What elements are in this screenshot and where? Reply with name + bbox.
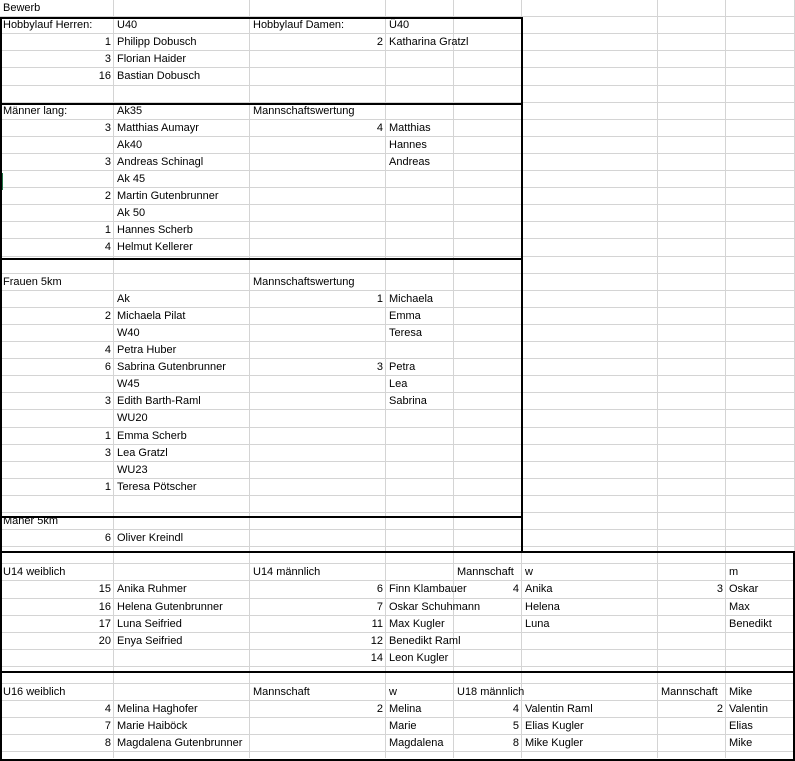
cell[interactable]: Ak 45 — [117, 173, 146, 185]
cell[interactable]: Valentin Raml — [525, 703, 593, 715]
cell[interactable]: 3 — [376, 361, 383, 373]
cell[interactable]: 1 — [376, 293, 383, 305]
cell[interactable]: 6 — [104, 532, 111, 544]
cell[interactable]: Männer lang: — [3, 105, 68, 117]
cell[interactable]: Sabrina — [389, 395, 427, 407]
cell[interactable]: Helmut Kellerer — [117, 241, 193, 253]
cell[interactable]: w — [525, 566, 533, 578]
cell[interactable]: 3 — [104, 156, 111, 168]
cell[interactable]: m — [729, 566, 739, 578]
cell[interactable]: 2 — [376, 703, 383, 715]
cell[interactable]: Mike Kugler — [525, 737, 584, 749]
cell[interactable]: Matthias — [389, 122, 431, 134]
cell[interactable]: Philipp Dobusch — [117, 36, 197, 48]
cell[interactable]: 16 — [98, 601, 111, 613]
cell[interactable]: Bastian Dobusch — [117, 70, 201, 82]
cell[interactable]: Elias Kugler — [525, 720, 584, 732]
cell[interactable]: Anika Ruhmer — [117, 583, 187, 595]
cell[interactable]: 12 — [370, 635, 383, 647]
cell[interactable]: 6 — [104, 361, 111, 373]
cell[interactable]: Max Kugler — [389, 618, 445, 630]
cell[interactable]: 1 — [104, 36, 111, 48]
cell[interactable]: 3 — [104, 122, 111, 134]
cell[interactable]: Oskar — [729, 583, 759, 595]
cell[interactable]: Ak40 — [117, 139, 143, 151]
cell[interactable]: Michaela — [389, 293, 434, 305]
cell[interactable]: Florian Haider — [117, 53, 187, 65]
cell[interactable]: 1 — [104, 430, 111, 442]
cell[interactable]: 11 — [371, 618, 383, 630]
cell[interactable]: Matthias Aumayr — [117, 122, 199, 134]
cell[interactable]: Luna — [525, 618, 550, 630]
cell[interactable]: Melina Haghofer — [117, 703, 198, 715]
cell[interactable]: Marie — [389, 720, 417, 732]
cell[interactable]: Benedikt — [729, 618, 772, 630]
cell[interactable]: w — [389, 686, 397, 698]
cell[interactable]: 8 — [512, 737, 519, 749]
cell[interactable]: Ak — [117, 293, 130, 305]
cell[interactable]: Edith Barth-Raml — [117, 395, 201, 407]
cell[interactable]: Helena Gutenbrunner — [117, 601, 223, 613]
cell[interactable]: 16 — [98, 70, 111, 82]
cell[interactable]: 14 — [370, 652, 383, 664]
cell[interactable]: 4 — [512, 583, 519, 595]
cell[interactable]: Anika — [525, 583, 553, 595]
cell[interactable]: 5 — [512, 720, 519, 732]
cell[interactable]: 2 — [104, 190, 111, 202]
cell[interactable]: Benedikt Raml — [389, 635, 461, 647]
cell[interactable]: 4 — [376, 122, 383, 134]
cell[interactable]: 4 — [104, 344, 111, 356]
cell[interactable]: WU23 — [117, 464, 148, 476]
cell[interactable]: Andreas — [389, 156, 430, 168]
cell[interactable]: Hobbylauf Damen: — [253, 19, 345, 31]
cell[interactable]: Teresa Pötscher — [117, 481, 197, 493]
cell[interactable]: Helena — [525, 601, 560, 613]
cell[interactable]: Ak 50 — [117, 207, 146, 219]
cell[interactable]: Andreas Schinagl — [117, 156, 204, 168]
cell[interactable]: Hobbylauf Herren: — [3, 19, 93, 31]
cell[interactable]: Petra — [389, 361, 416, 373]
cell[interactable]: Max — [729, 601, 750, 613]
cell[interactable]: Mäner 5km — [3, 515, 59, 527]
cell[interactable]: 4 — [104, 703, 111, 715]
cell[interactable]: Hannes Scherb — [117, 224, 193, 236]
cell[interactable]: Martin Gutenbrunner — [117, 190, 219, 202]
cell[interactable]: Teresa — [389, 327, 423, 339]
cell[interactable]: U14 weiblich — [3, 566, 66, 578]
cell[interactable]: 2 — [716, 703, 723, 715]
cell[interactable]: U14 männlich — [253, 566, 321, 578]
cell[interactable]: Oliver Kreindl — [117, 532, 184, 544]
cell[interactable]: Valentin — [729, 703, 768, 715]
cell[interactable]: Mannschaft — [457, 566, 514, 578]
cell[interactable]: 3 — [104, 53, 111, 65]
cell[interactable]: Finn Klambauer — [389, 583, 467, 595]
cell[interactable]: Mannschaft — [661, 686, 718, 698]
cell[interactable]: 20 — [98, 635, 111, 647]
cell[interactable]: Magdalena — [389, 737, 444, 749]
cell[interactable]: 2 — [104, 310, 111, 322]
cell[interactable]: Ak35 — [117, 105, 143, 117]
cell[interactable]: 17 — [98, 618, 111, 630]
cell[interactable]: W40 — [117, 327, 140, 339]
cell[interactable]: Bewerb — [3, 2, 41, 14]
cell[interactable]: Leon Kugler — [389, 652, 449, 664]
cell[interactable]: Sabrina Gutenbrunner — [117, 361, 226, 373]
cell[interactable]: Elias — [729, 720, 753, 732]
cell[interactable]: Oskar Schuhmann — [389, 601, 481, 613]
cell[interactable]: WU20 — [117, 412, 148, 424]
cell[interactable]: U18 männlich — [457, 686, 525, 698]
cell[interactable]: Melina — [389, 703, 422, 715]
cell[interactable]: 1 — [104, 224, 111, 236]
cell[interactable]: 15 — [98, 583, 111, 595]
cell[interactable]: Lea — [389, 378, 408, 390]
cell[interactable]: U16 weiblich — [3, 686, 66, 698]
cell[interactable]: 8 — [104, 737, 111, 749]
cell[interactable]: Mannschaftswertung — [253, 276, 355, 288]
cell[interactable]: Luna Seifried — [117, 618, 182, 630]
cell[interactable]: 6 — [376, 583, 383, 595]
cell[interactable]: 2 — [376, 36, 383, 48]
cell[interactable]: Michaela Pilat — [117, 310, 186, 322]
cell[interactable]: 4 — [512, 703, 519, 715]
cell[interactable]: 3 — [104, 395, 111, 407]
cell[interactable]: 3 — [716, 583, 723, 595]
cell[interactable]: Hannes — [389, 139, 427, 151]
cell[interactable]: Enya Seifried — [117, 635, 183, 647]
cell[interactable]: Mike — [729, 686, 753, 698]
cell[interactable]: Mike — [729, 737, 753, 749]
cell[interactable]: W45 — [117, 378, 140, 390]
cell[interactable]: Lea Gratzl — [117, 447, 168, 459]
cell[interactable]: Frauen 5km — [3, 276, 62, 288]
cell[interactable]: U40 — [117, 19, 138, 31]
active-row-indicator — [0, 173, 3, 190]
cell[interactable]: 3 — [104, 447, 111, 459]
cell[interactable]: Emma — [389, 310, 421, 322]
cell[interactable]: Emma Scherb — [117, 430, 187, 442]
cell[interactable]: Mannschaftswertung — [253, 105, 355, 117]
cell[interactable]: 1 — [104, 481, 111, 493]
cell[interactable]: Magdalena Gutenbrunner — [117, 737, 243, 749]
cell[interactable]: 7 — [376, 601, 383, 613]
cell[interactable]: Ü40 — [389, 19, 410, 31]
cell[interactable]: Petra Huber — [117, 344, 177, 356]
cell[interactable]: 4 — [104, 241, 111, 253]
cell[interactable]: Katharina Gratzl — [389, 36, 469, 48]
cell[interactable]: Marie Haiböck — [117, 720, 188, 732]
cell[interactable]: 7 — [104, 720, 111, 732]
cell[interactable]: Mannschaft — [253, 686, 310, 698]
